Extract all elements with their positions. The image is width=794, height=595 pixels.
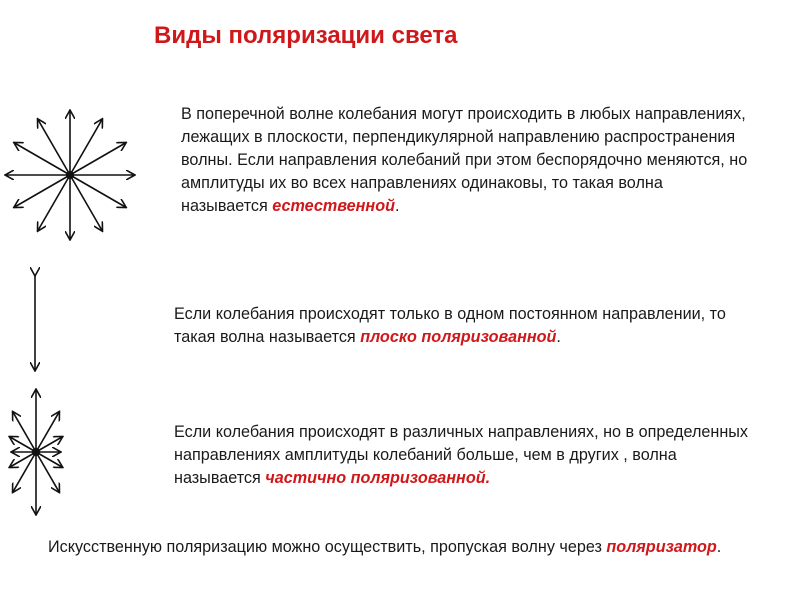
artificial-polarization-tail: .: [716, 538, 722, 556]
polarizer-term: поляризатор: [606, 538, 717, 556]
partial-polarized-paragraph: [174, 421, 764, 490]
artificial-polarization-text: Искусственную поляризацию можно осуществить, пропуская волну через: [48, 538, 607, 556]
artificial-polarization-paragraph: [48, 536, 748, 559]
plane-polarized-term: плоско поляризованной: [360, 328, 557, 346]
partial-polarized-term: частично поляризованной.: [265, 469, 491, 487]
oscillation-arrow: [70, 143, 125, 175]
page-title: Виды поляризации света: [154, 22, 458, 49]
oscillation-arrow: [70, 175, 102, 230]
plane-polarized-text: Если колебания происходят только в одном постоянном направлении, то такая волна называется: [174, 305, 726, 346]
oscillation-arrow: [70, 120, 102, 175]
oscillation-arrow: [38, 120, 70, 175]
oscillation-arrow: [15, 175, 70, 207]
natural-light-tail: .: [394, 197, 400, 215]
oscillation-arrow: [38, 175, 70, 230]
center-dot: [32, 448, 40, 456]
oscillation-arrow: [15, 143, 70, 175]
partial-polarized-star-icon: [10, 390, 62, 514]
oscillation-arrow: [70, 175, 125, 207]
natural-light-star-icon: [6, 111, 134, 239]
natural-light-paragraph: [181, 103, 751, 218]
center-dot: [66, 171, 74, 179]
partial-polarized-text: Если колебания происходят в различных направлениях, но в определенных направлениях амплитуды колебаний больше, чем в других , волна называется: [174, 423, 748, 487]
plane-polarized-tail: .: [556, 328, 561, 346]
plane-polarized-paragraph: [174, 303, 729, 349]
natural-light-text: В поперечной волне колебания могут происходить в любых направлениях, лежащих в плоскости, перпендикулярной направлению распространения волны. Если направления колебаний при этом беспорядочно меняются, но амплитуды их во всех направлениях одинаковы, то такая волна называется: [181, 105, 748, 215]
natural-light-term: естественной: [272, 197, 395, 215]
